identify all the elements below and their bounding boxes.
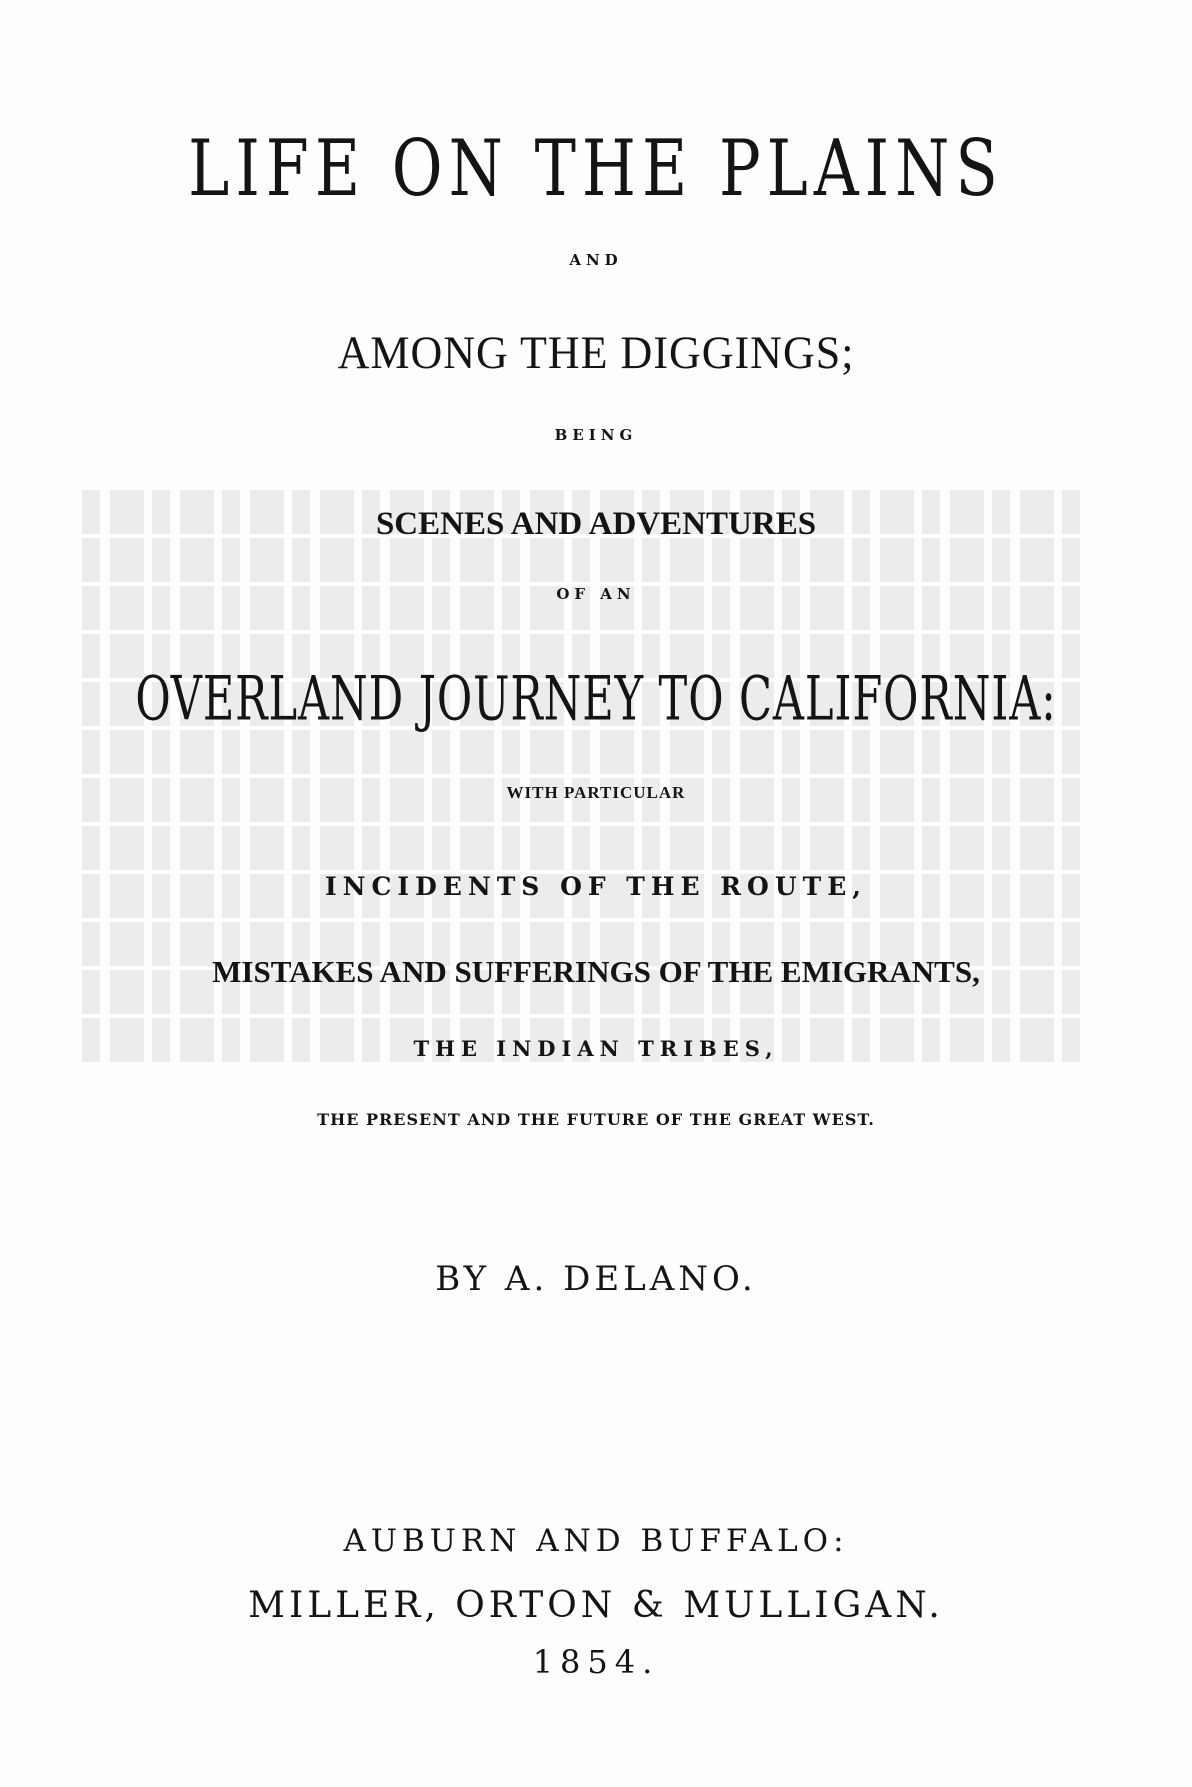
imprint-place: AUBURN AND BUFFALO: bbox=[343, 1523, 849, 1559]
with-particular-line: WITH PARTICULAR bbox=[506, 783, 686, 802]
book-subtitle: AMONG THE DIGGINGS; bbox=[337, 326, 855, 379]
show-through-text bbox=[80, 490, 1080, 1250]
book-title: LIFE ON THE PLAINS bbox=[188, 122, 1004, 214]
scenes-line: SCENES AND ADVENTURES bbox=[375, 506, 817, 542]
word-of-an: OF AN bbox=[556, 585, 636, 603]
author-line: BY A. DELANO. bbox=[435, 1259, 757, 1299]
imprint-year: 1854. bbox=[532, 1643, 660, 1681]
present-future-line: THE PRESENT AND THE FUTURE OF THE GREAT WEST. bbox=[317, 1110, 875, 1129]
tribes-line: THE INDIAN TRIBES, bbox=[413, 1036, 779, 1061]
mistakes-line: MISTAKES AND SUFFERINGS OF THE EMIGRANTS, bbox=[212, 954, 980, 989]
imprint-publisher: MILLER, ORTON & MULLIGAN. bbox=[248, 1585, 944, 1626]
word-being: BEING bbox=[554, 426, 638, 444]
journey-line: OVERLAND JOURNEY TO CALIFORNIA: bbox=[135, 663, 1057, 735]
conjunction-and: AND bbox=[569, 251, 623, 269]
incidents-line: INCIDENTS OF THE ROUTE, bbox=[324, 872, 868, 901]
